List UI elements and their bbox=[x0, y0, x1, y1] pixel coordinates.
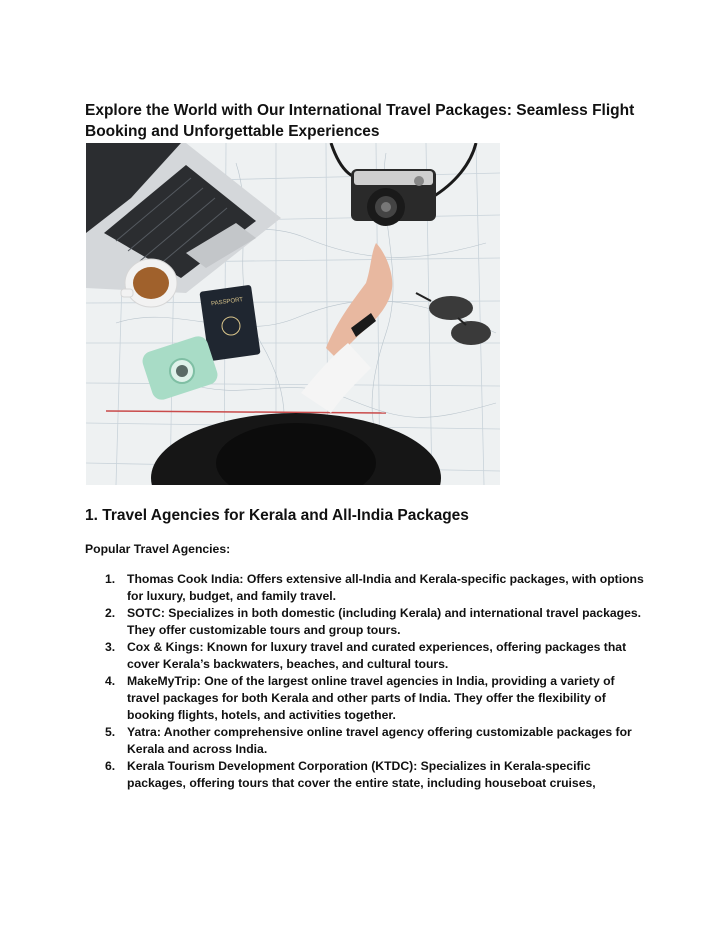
list-item bbox=[85, 605, 645, 639]
sub-heading: Popular Travel Agencies: bbox=[85, 542, 231, 556]
list-item-number: 3. bbox=[105, 640, 116, 654]
document-title: Explore the World with Our International Travel Packages: Seamless Flight Booking and Unforgettable Experiences bbox=[85, 102, 635, 140]
list-item-number: 5. bbox=[105, 725, 116, 739]
list-item-number: 6. bbox=[105, 759, 116, 773]
list-item-number: 1. bbox=[105, 572, 116, 586]
list-item-text: MakeMyTrip: One of the largest online travel agencies in India, providing a variety of travel packages for both Kerala and other parts of India. They offer the flexibility of booking flights, hotels, and activities together. bbox=[127, 674, 615, 722]
passport-label: PASSPORT bbox=[210, 296, 244, 308]
list-item bbox=[85, 571, 645, 605]
agency-list bbox=[85, 571, 645, 792]
list-item bbox=[85, 673, 645, 724]
list-item-number: 2. bbox=[105, 606, 116, 620]
list-item-number: 4. bbox=[105, 674, 116, 688]
list-item-text: Thomas Cook India: Offers extensive all-India and Kerala-specific packages, with options for luxury, budget, and family travel. bbox=[127, 572, 644, 603]
list-item bbox=[85, 639, 645, 673]
list-item bbox=[85, 724, 645, 758]
section-heading: 1. Travel Agencies for Kerala and All-India Packages bbox=[85, 507, 469, 524]
list-item-text: Yatra: Another comprehensive online travel agency offering customizable packages for Kerala and across India. bbox=[127, 725, 632, 756]
list-item bbox=[85, 758, 645, 792]
list-item-text: Cox & Kings: Known for luxury travel and curated experiences, offering packages that cover Kerala’s backwaters, beaches, and cultural tours. bbox=[127, 640, 627, 671]
list-item-text: Kerala Tourism Development Corporation (KTDC): Specializes in Kerala-specific packages, offering tours that cover the entire state, including houseboat cruises, bbox=[127, 759, 596, 790]
list-item-text: SOTC: Specializes in both domestic (including Kerala) and international travel packages. They offer customizable tours and group tours. bbox=[127, 606, 642, 637]
travel-hero-image bbox=[86, 143, 500, 485]
